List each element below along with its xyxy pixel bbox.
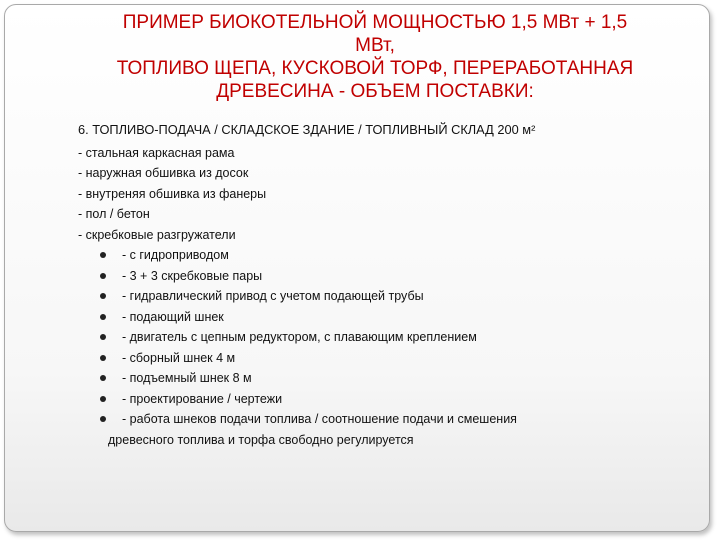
title-line-3: ТОПЛИВО ЩЕПА, КУСКОВОЙ ТОРФ, ПЕРЕРАБОТАННАЯ <box>116 58 634 79</box>
list-item: - внутреняя обшивка из фанеры <box>78 186 267 201</box>
bullet-dot-icon <box>100 293 106 299</box>
list-item: - стальная каркасная рама <box>78 145 235 160</box>
list-item: - наружная обшивка из досок <box>78 166 249 180</box>
bullet-item <box>98 389 698 410</box>
unloader-bullet-list <box>78 245 698 430</box>
bullet-dot-icon <box>100 273 106 279</box>
section-heading: 6. ТОПЛИВО-ПОДАЧА / СКЛАДСКОЕ ЗДАНИЕ / ТОПЛИВНЫЙ СКЛАД 200 м² <box>78 122 536 137</box>
bullet-item <box>98 245 698 266</box>
slide-content <box>78 120 698 450</box>
bullet-text: - 3 + 3 скребковые пары <box>122 268 263 283</box>
bullet-text: - подъемный шнек 8 м <box>122 371 252 385</box>
bullet-text: - гидравлический привод с учетом подающей трубы <box>122 289 424 303</box>
slide-title <box>75 11 675 103</box>
bullet-item <box>98 409 698 430</box>
bullet-dot-icon <box>100 252 106 258</box>
bullet-dot-icon <box>100 314 106 320</box>
bullet-dot-icon <box>100 375 106 381</box>
bullet-text: - работа шнеков подачи топлива / соотношение подачи и смешения <box>122 412 517 426</box>
bullet-dot-icon <box>100 416 106 422</box>
bullet-item <box>98 307 698 328</box>
bullet-item <box>98 327 698 348</box>
list-item: - пол / бетон <box>78 207 150 221</box>
bullet-text: - с гидроприводом <box>122 248 229 262</box>
title-line-4: ДРЕВЕСИНА - ОБЪЕМ ПОСТАВКИ: <box>216 81 534 102</box>
bullet-text: - подающий шнек <box>122 309 224 324</box>
bullet-item <box>98 368 698 389</box>
bullet-text: - сборный шнек 4 м <box>122 350 236 365</box>
bullet-item <box>98 348 698 369</box>
bullet-continuation: древесного топлива и торфа свободно регулируется <box>108 432 414 447</box>
bullet-dot-icon <box>100 396 106 402</box>
bullet-item <box>98 286 698 307</box>
bullet-dot-icon <box>100 355 106 361</box>
title-line-1: ПРИМЕР БИОКОТЕЛЬНОЙ МОЩНОСТЬЮ 1,5 МВт + 1,5 <box>122 12 628 33</box>
bullet-text: - двигатель с цепным редуктором, с плавающим креплением <box>122 330 477 344</box>
bullet-dot-icon <box>100 334 106 340</box>
bullet-item <box>98 266 698 287</box>
list-item: - скребковые разгружатели <box>78 227 236 242</box>
bullet-text: - проектирование / чертежи <box>122 391 283 406</box>
title-line-2: МВт, <box>355 35 395 56</box>
